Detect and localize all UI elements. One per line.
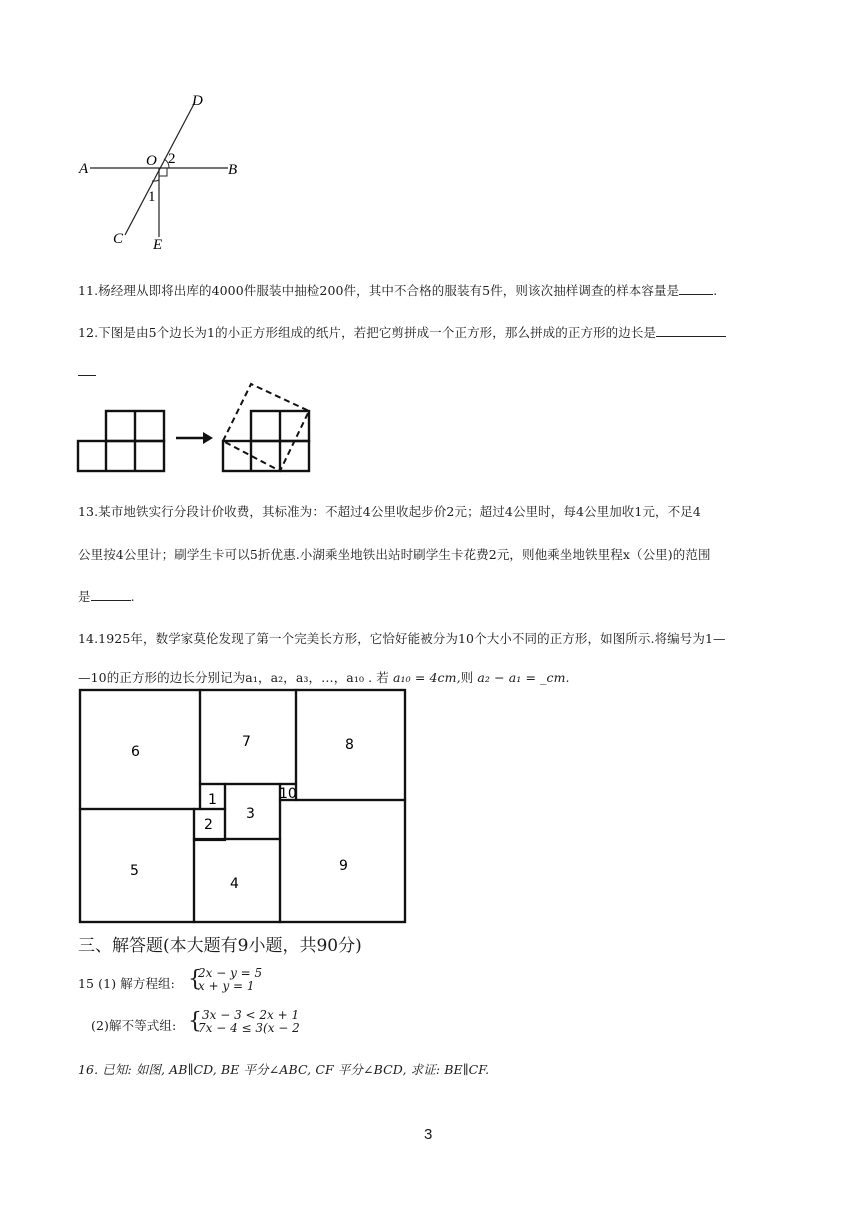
answer-blank — [679, 284, 713, 295]
question-14-text: —10的正方形的边长分别记为a₁，a₂，a₃，…，a₁₀ . 若 — [78, 670, 389, 685]
square-3-label: 3 — [246, 806, 255, 822]
perfect-rectangle-figure — [75, 686, 410, 926]
label-d: D — [192, 93, 203, 109]
arrow-icon — [176, 432, 213, 444]
left-shape-bottom — [78, 441, 164, 471]
answer-blank — [91, 590, 131, 601]
question-13-prefix: 是 — [78, 589, 91, 604]
condition-difference: a₂ − a₁ = _cm. — [477, 670, 570, 685]
answer-blank-continued — [78, 375, 96, 376]
answer-blank — [656, 326, 726, 337]
left-brace: { — [188, 1009, 202, 1034]
square-6 — [80, 690, 200, 809]
square-10-label: 10 — [279, 786, 297, 802]
question-15-part-2-label: (2)解不等式组: — [91, 1018, 177, 1033]
square-6-label: 6 — [131, 744, 140, 760]
system-2-inequality-1: 3x − 3 < 2x + 1 — [202, 1008, 300, 1022]
square-4-label: 4 — [230, 876, 239, 892]
inequality-system — [188, 1009, 300, 1035]
system-1-equation-1: 2x − y = 5 — [198, 966, 263, 980]
label-1: 1 — [148, 189, 156, 205]
label-a: A — [79, 161, 89, 177]
left-brace: { — [188, 967, 202, 992]
label-2: 2 — [168, 151, 176, 167]
page-number: 3 — [424, 1126, 433, 1143]
question-16: 16. 已知: 如图, AB∥CD, BE 平分∠ABC, CF 平分∠BCD, 求证: BE∥CF. — [78, 1062, 490, 1077]
condition-a10: a₁₀ = 4cm, — [392, 670, 461, 685]
question-12-text: 12.下图是由5个边长为1的小正方形组成的纸片，若把它剪拼成一个正方形，那么拼成的正方形的边长是 — [78, 325, 657, 340]
question-14-line-2 — [78, 668, 570, 686]
angle-figure — [70, 85, 270, 260]
outer-rectangle — [80, 690, 405, 922]
dashed-cut-square — [223, 384, 309, 471]
question-11-text: 11.杨经理从即将出库的4000件服装中抽检200件，其中不合格的服装有5件，则该次抽样调查的样本容量是 — [78, 283, 680, 298]
question-13-line-2: 公里按4公里计；刷学生卡可以5折优惠.小湖乘坐地铁出站时刷学生卡花费2元，则他乘坐地铁里程x（公里)的范围 — [78, 547, 711, 562]
square-9-label: 9 — [339, 858, 348, 874]
question-11 — [78, 281, 717, 299]
equation-system-1 — [188, 967, 262, 993]
system-1-equation-2: x + y = 1 — [198, 979, 255, 993]
question-14-line-1: 14.1925年，数学家莫伦发现了第一个完美长方形，它恰好能被分为10个大小不同的正方形，如图所示.将编号为1— — [78, 631, 726, 646]
question-13-line-1: 13.某市地铁实行分段计价收费，其标准为：不超过4公里收起步价2元；超过4公里时，每4公里加收1元，不足4 — [78, 504, 701, 519]
question-11-end: . — [713, 283, 718, 298]
square-2-label: 2 — [204, 817, 213, 833]
square-1-label: 1 — [208, 792, 217, 808]
label-e: E — [153, 237, 163, 253]
square-8-label: 8 — [345, 737, 354, 753]
square-7-label: 7 — [242, 734, 251, 750]
question-12 — [78, 323, 726, 341]
question-13-end: . — [130, 589, 135, 604]
condition-prefix: 则 — [460, 670, 474, 685]
section-3-title: 三、解答题(本大题有9小题，共90分) — [78, 936, 362, 956]
question-15-part-1-label: 15 (1) 解方程组: — [78, 976, 175, 991]
system-2-inequality-2: 7x − 4 ≤ 3(x − 2 — [198, 1021, 300, 1035]
label-o: O — [146, 153, 157, 169]
paper-squares-figure — [75, 380, 325, 475]
label-c: C — [113, 231, 124, 247]
label-b: B — [228, 162, 238, 178]
right-shape-bottom — [223, 441, 309, 471]
square-5-label: 5 — [130, 863, 139, 879]
question-13-line-3 — [78, 587, 135, 605]
